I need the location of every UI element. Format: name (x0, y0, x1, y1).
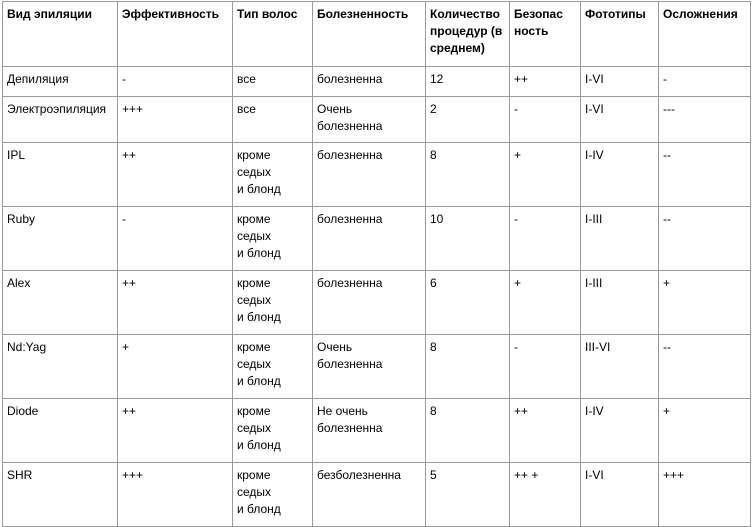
cell-safety: - (510, 97, 581, 143)
cell-phototypes: I-IV (581, 399, 659, 463)
cell-safety: ++ (510, 67, 581, 97)
cell-painfulness: Не очень болезненна (313, 399, 426, 463)
epilation-comparison-table (2, 1, 751, 527)
cell-procedure-count: 8 (426, 399, 510, 463)
cell-hair-type: все (233, 97, 313, 143)
cell-epilation-type: Электроэпиляция (3, 97, 118, 143)
cell-effectiveness: +++ (118, 97, 233, 143)
cell-hair-type: кроме седых и блонд (233, 271, 313, 335)
cell-hair-type: кроме седых и блонд (233, 463, 313, 527)
cell-phototypes: III-VI (581, 335, 659, 399)
cell-hair-type: кроме седых и блонд (233, 335, 313, 399)
header-phototypes: Фототипы (581, 2, 659, 67)
cell-painfulness: безболезненна (313, 463, 426, 527)
cell-procedure-count: 8 (426, 335, 510, 399)
cell-procedure-count: 5 (426, 463, 510, 527)
cell-painfulness: болезненна (313, 67, 426, 97)
cell-complications: + (659, 271, 751, 335)
cell-safety: - (510, 335, 581, 399)
cell-phototypes: I-III (581, 207, 659, 271)
table-row (3, 67, 751, 97)
header-effectiveness: Эффективность (118, 2, 233, 67)
cell-effectiveness: +++ (118, 463, 233, 527)
cell-safety: ++ + (510, 463, 581, 527)
cell-complications: + (659, 399, 751, 463)
cell-phototypes: I-III (581, 271, 659, 335)
header-hair-type: Тип волос (233, 2, 313, 67)
cell-epilation-type: IPL (3, 143, 118, 207)
table-row (3, 335, 751, 399)
table-row (3, 463, 751, 527)
table-row (3, 207, 751, 271)
header-painfulness: Болезненность (313, 2, 426, 67)
header-row (3, 2, 751, 67)
cell-procedure-count: 2 (426, 97, 510, 143)
cell-complications: -- (659, 335, 751, 399)
cell-effectiveness: ++ (118, 143, 233, 207)
cell-epilation-type: SHR (3, 463, 118, 527)
cell-phototypes: I-VI (581, 97, 659, 143)
table-row (3, 97, 751, 143)
cell-effectiveness: ++ (118, 271, 233, 335)
cell-effectiveness: + (118, 335, 233, 399)
cell-phototypes: I-VI (581, 463, 659, 527)
cell-complications: -- (659, 143, 751, 207)
table-row (3, 271, 751, 335)
cell-hair-type: все (233, 67, 313, 97)
cell-procedure-count: 10 (426, 207, 510, 271)
cell-epilation-type: Депиляция (3, 67, 118, 97)
cell-safety: ++ (510, 399, 581, 463)
cell-effectiveness: - (118, 67, 233, 97)
header-safety: Безопас ность (510, 2, 581, 67)
cell-painfulness: болезненна (313, 143, 426, 207)
cell-complications: +++ (659, 463, 751, 527)
cell-safety: + (510, 271, 581, 335)
cell-procedure-count: 12 (426, 67, 510, 97)
cell-complications: -- (659, 207, 751, 271)
cell-phototypes: I-VI (581, 67, 659, 97)
cell-hair-type: кроме седых и блонд (233, 399, 313, 463)
cell-painfulness: болезненна (313, 271, 426, 335)
cell-epilation-type: Alex (3, 271, 118, 335)
header-epilation-type: Вид эпиляции (3, 2, 118, 67)
cell-effectiveness: ++ (118, 399, 233, 463)
cell-complications: --- (659, 97, 751, 143)
cell-epilation-type: Ruby (3, 207, 118, 271)
table-row (3, 143, 751, 207)
table-row (3, 399, 751, 463)
header-procedure-count: Количество процедур (в среднем) (426, 2, 510, 67)
cell-procedure-count: 6 (426, 271, 510, 335)
cell-procedure-count: 8 (426, 143, 510, 207)
cell-hair-type: кроме седых и блонд (233, 207, 313, 271)
cell-safety: + (510, 143, 581, 207)
cell-effectiveness: - (118, 207, 233, 271)
cell-painfulness: Очень болезненна (313, 97, 426, 143)
cell-epilation-type: Diode (3, 399, 118, 463)
cell-painfulness: болезненна (313, 207, 426, 271)
cell-safety: - (510, 207, 581, 271)
cell-phototypes: I-IV (581, 143, 659, 207)
cell-painfulness: Очень болезненна (313, 335, 426, 399)
header-complications: Осложнения (659, 2, 751, 67)
cell-epilation-type: Nd:Yag (3, 335, 118, 399)
cell-hair-type: кроме седых и блонд (233, 143, 313, 207)
cell-complications: - (659, 67, 751, 97)
